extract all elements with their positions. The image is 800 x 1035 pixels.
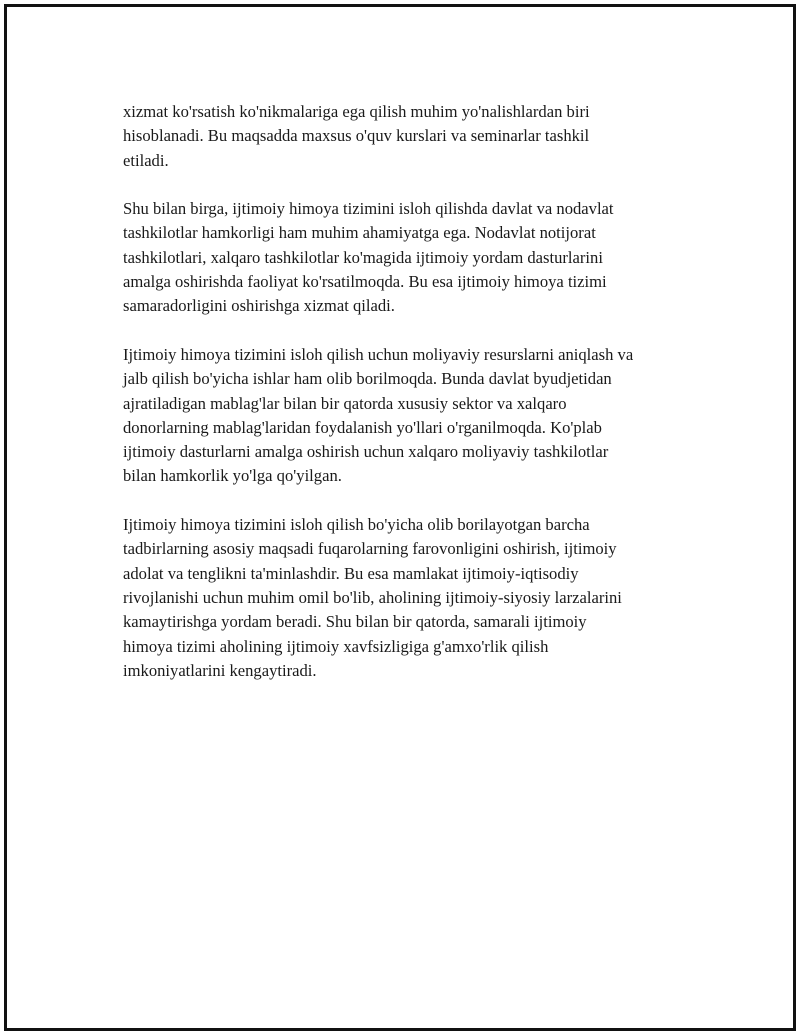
paragraph-3 [123,343,703,489]
text-line: imkoniyatlarini kengaytiradi. [123,660,317,680]
text-line: xizmat ko'rsatish ko'nikmalariga ega qilish muhim yo'nalishlardan biri [123,102,590,121]
text-line: jalb qilish bo'yicha ishlar ham olib borilmoqda. Bunda davlat byudjetidan [123,369,612,389]
text-line: Shu bilan birga, ijtimoiy himoya tizimini isloh qilishda davlat va nodavlat [123,199,614,219]
text-line: bilan hamkorlik yo'lga qo'yilgan. [123,466,342,486]
text-line: rivojlanishi uchun muhim omil bo'lib, aholining ijtimoiy-siyosiy larzalarini [123,587,622,607]
text-line: tashkilotlari, xalqaro tashkilotlar ko'magida ijtimoiy yordam dasturlarini [123,247,603,267]
text-line: donorlarning mablag'laridan foydalanish yo'llari o'rganilmoqda. Ko'plab [123,417,602,437]
paragraph-2 [123,197,703,318]
text-line: tadbirlarning asosiy maqsadi fuqarolarning farovonligini oshirish, ijtimoiy [123,539,617,559]
paragraph-4 [123,513,703,683]
text-line: Ijtimoiy himoya tizimini isloh qilish bo'yicha olib borilayotgan barcha [123,515,590,535]
text-line: himoya tizimi aholining ijtimoiy xavfsizligiga g'amxo'rlik qilish [123,636,549,656]
text-line: adolat va tenglikni ta'minlashdir. Bu esa mamlakat ijtimoiy-iqtisodiy [123,563,579,583]
page-frame [4,4,796,1031]
text-line: ajratiladigan mablag'lar bilan bir qatorda xususiy sektor va xalqaro [123,393,567,413]
text-line: hisoblanadi. Bu maqsadda maxsus o'quv kurslari va seminarlar tashkil [123,126,590,146]
paragraph-1 [123,100,703,173]
document-body [123,100,703,683]
text-line: samaradorligini oshirishga xizmat qiladi. [123,296,395,316]
text-line: etiladi. [123,150,169,170]
text-line: Ijtimoiy himoya tizimini isloh qilish uchun moliyaviy resurslarni aniqlash va [123,344,634,364]
text-line: kamaytirishga yordam beradi. Shu bilan bir qatorda, samarali ijtimoiy [123,612,587,632]
text-line: tashkilotlar hamkorligi ham muhim ahamiyatga ega. Nodavlat notijorat [123,223,596,243]
text-line: amalga oshirishda faoliyat ko'rsatilmoqda. Bu esa ijtimoiy himoya tizimi [123,272,607,292]
text-line: ijtimoiy dasturlarni amalga oshirish uchun xalqaro moliyaviy tashkilotlar [123,442,609,462]
